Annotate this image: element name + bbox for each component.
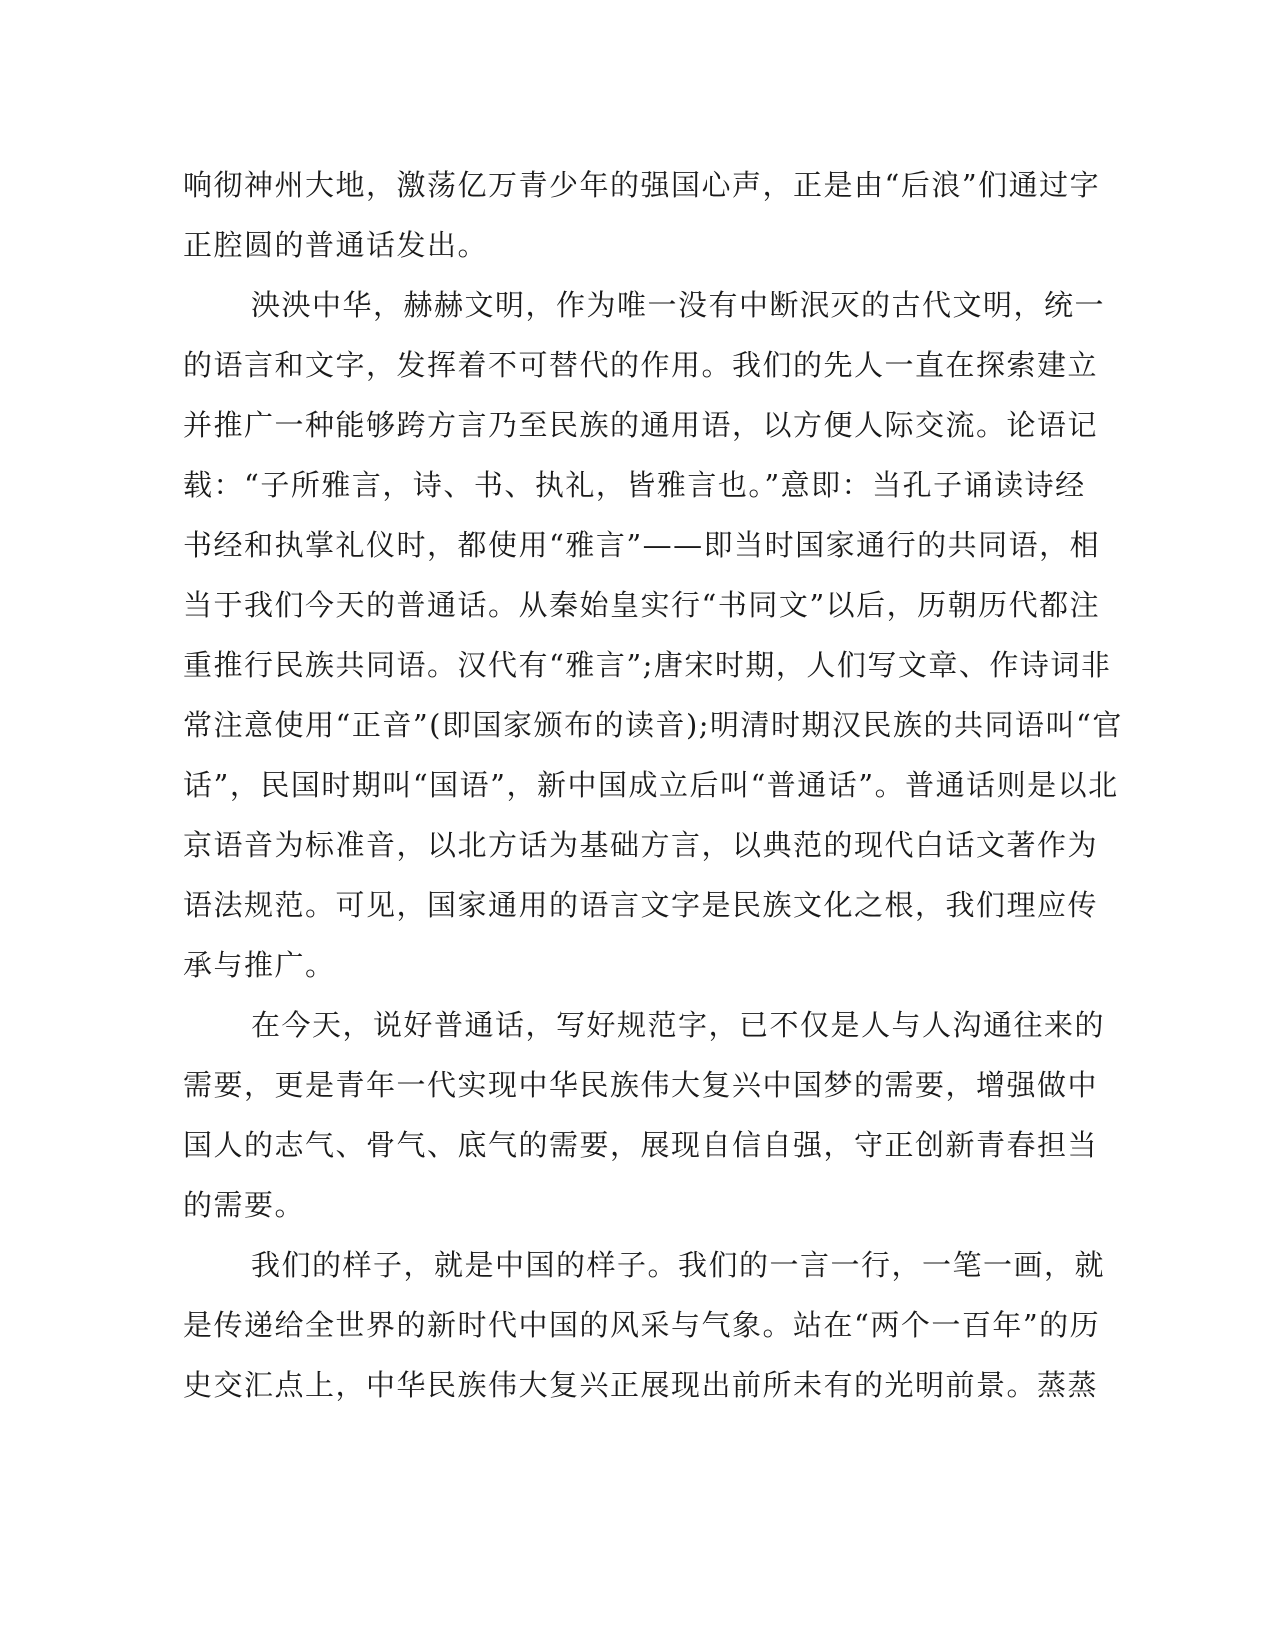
text-line: 载：“子所雅言，诗、书、执礼，皆雅言也。”意即：当孔子诵读诗经 — [183, 468, 1086, 502]
paragraph-2 — [183, 275, 1123, 995]
text-line: 的语言和文字，发挥着不可替代的作用。我们的先人一直在探索建立 — [183, 348, 1099, 382]
text-line: 在今天，说好普通话，写好规范字，已不仅是人与人沟通往来的 — [251, 1008, 1106, 1042]
text-line: 书经和执掌礼仪时，都使用“雅言”——即当时国家通行的共同语，相 — [183, 528, 1101, 562]
text-line: 正腔圆的普通话发出。 — [183, 228, 489, 262]
text-line: 史交汇点上，中华民族伟大复兴正展现出前所未有的光明前景。蒸蒸 — [183, 1368, 1099, 1402]
text-line: 泱泱中华，赫赫文明，作为唯一没有中断泯灭的古代文明，统一 — [251, 288, 1106, 322]
text-line: 国人的志气、骨气、底气的需要，展现自信自强，守正创新青春担当 — [183, 1128, 1099, 1162]
text-line: 是传递给全世界的新时代中国的风采与气象。站在“两个一百年”的历 — [183, 1308, 1101, 1342]
text-line: 承与推广。 — [183, 948, 336, 982]
paragraph-1 — [183, 155, 1101, 275]
text-line: 响彻神州大地，激荡亿万青少年的强国心声，正是由“后浪”们通过字 — [183, 168, 1101, 202]
text-line: 重推行民族共同语。汉代有“雅言”;唐宋时期，人们写文章、作诗词非 — [183, 648, 1112, 682]
text-line: 的需要。 — [183, 1188, 306, 1222]
text-line: 语法规范。可见，国家通用的语言文字是民族文化之根，我们理应传 — [183, 888, 1099, 922]
text-line: 京语音为标准音，以北方话为基础方言，以典范的现代白话文著作为 — [183, 828, 1099, 862]
text-line: 常注意使用“正音”(即国家颁布的读音);明清时期汉民族的共同语叫“官 — [183, 708, 1123, 742]
text-line: 话”，民国时期叫“国语”，新中国成立后叫“普通话”。普通话则是以北 — [183, 768, 1119, 802]
document-body — [183, 155, 1123, 1415]
text-line: 并推广一种能够跨方言乃至民族的通用语，以方便人际交流。论语记 — [183, 408, 1099, 442]
text-line: 当于我们今天的普通话。从秦始皇实行“书同文”以后，历朝历代都注 — [183, 588, 1101, 622]
paragraph-4 — [183, 1235, 1106, 1415]
text-line: 我们的样子，就是中国的样子。我们的一言一行，一笔一画，就 — [251, 1248, 1106, 1282]
paragraph-3 — [183, 995, 1106, 1235]
text-line: 需要，更是青年一代实现中华民族伟大复兴中国梦的需要，增强做中 — [183, 1068, 1099, 1102]
